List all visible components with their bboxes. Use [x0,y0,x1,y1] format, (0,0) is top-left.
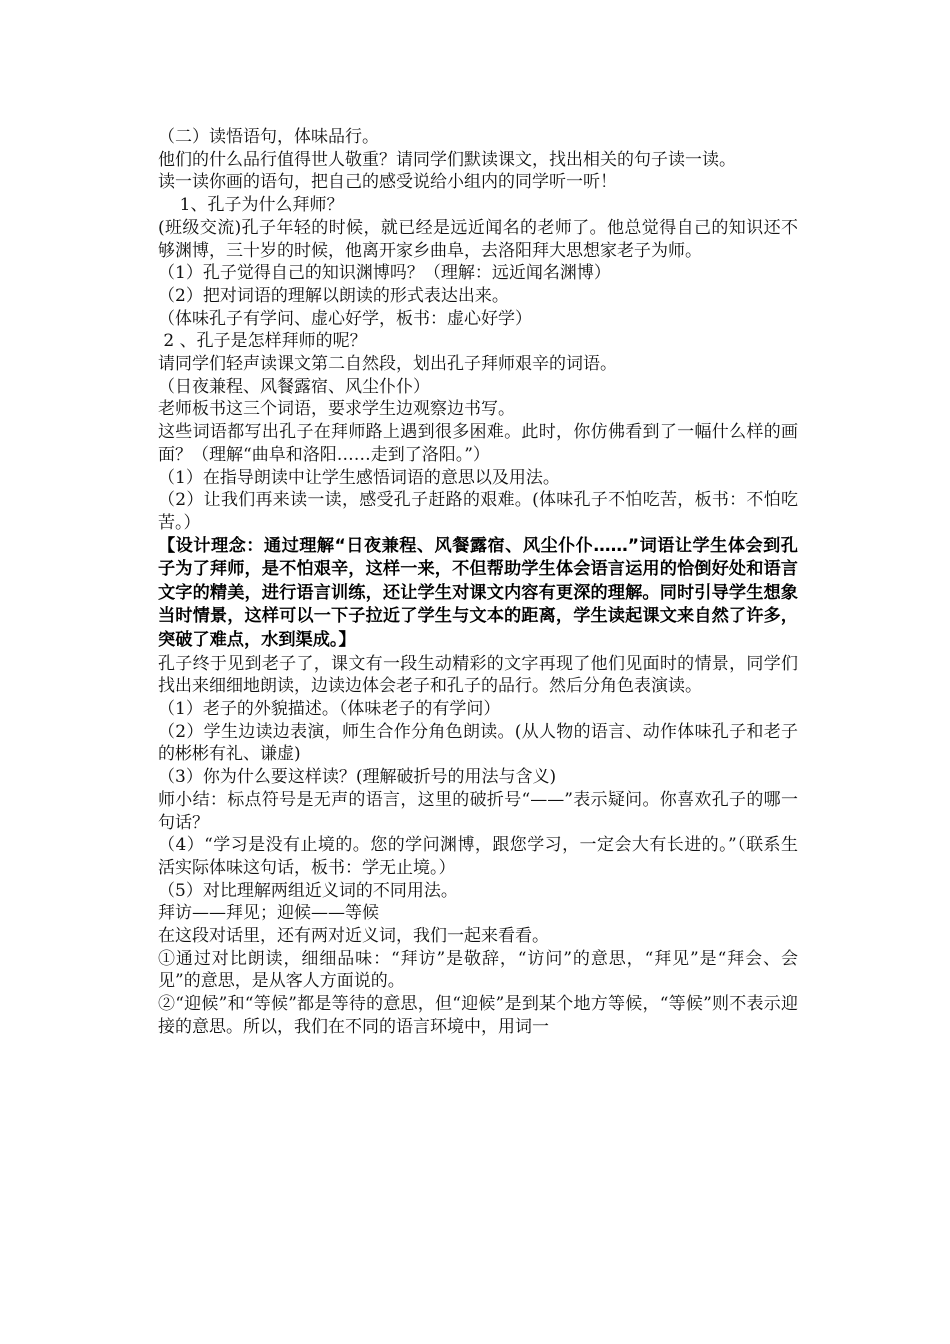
list-item: （2）把对词语的理解以朗读的形式表达出来。 [158,285,509,306]
paragraph: 这些词语都写出孔子在拜师路上遇到很多困难。此时，你仿佛看到了一幅什么样的画面？（理解“曲阜和洛阳……走到了洛阳。”） [158,422,798,465]
paragraph: 他们的什么品行值得世人敬重？请同学们默读课文，找出相关的句子读一读。 [158,149,736,170]
list-item: ②“迎候”和“等候”都是等待的意思，但“迎候”是到某个地方等候，“等候”则不表示迎接的意思。所以，我们在不同的语言环境中，用词一 [158,994,798,1037]
paragraph: （体味孔子有学问、虚心好学，板书：虚心好学） [158,308,532,329]
paragraph: 拜访——拜见；迎候——等候 [158,903,379,924]
list-item: （4）“学习是没有止境的。您的学问渊博，跟您学习，一定会大有长进的。”（联系生活实际体味这句话，板书：学无止境。） [158,835,798,878]
paragraph: 师小结：标点符号是无声的语言，这里的破折号“——”表示疑问。你喜欢孔子的哪一句话？ [158,789,798,833]
list-item: （1）老子的外貌描述。（体味老子的有学问） [158,699,501,720]
paragraph: 孔子终于见到老子了，课文有一段生动精彩的文字再现了他们见面时的情景，同学们找出来细细地朗读，边读边体会老子和孔子的品行。然后分角色表演读。 [158,653,798,697]
paragraph: 请同学们轻声读课文第二自然段，划出孔子拜师艰辛的词语。 [158,354,617,375]
list-item: （1）在指导朗读中让学生感悟词语的意思以及用法。 [158,467,560,488]
list-item: （5）对比理解两组近义词的不同用法。 [158,880,458,901]
paragraph: 在这段对话里，还有两对近义词，我们一起来看看。 [158,926,549,947]
list-item: （2）学生边读边表演，师生合作分角色朗读。(从人物的语言、动作体味孔子和老子的彬彬有礼、谦虚) [158,721,798,765]
sub-heading: 1、孔子为什么拜师？ [158,195,344,216]
paragraph: 读一读你画的语句，把自己的感受说给小组内的同学听一听！ [158,172,617,193]
design-concept-note: 【设计理念：通过理解“日夜兼程、风餐露宿、风尘仆仆……”词语让学生体会到孔子为了拜师，是不怕艰辛，这样一来，不但帮助学生体会语言运用的恰倒好处和语言文字的精美，进行语言训练，还让学生对课文内容有更深的理解。同时引导学生想象当时情景，这样可以一下子拉近了学生与文本的距离，学生读起课文来自然了许多，突破了难点，水到渠成。】 [158,535,798,651]
paragraph: (班级交流)孔子年轻的时候，就已经是远近闻名的老师了。他总觉得自己的知识还不够渊博，三十岁的时候，他离开家乡曲阜，去洛阳拜大思想家老子为师。 [158,217,798,261]
list-item: （3）你为什么要这样读？(理解破折号的用法与含义) [158,767,557,788]
section-heading: （二）读悟语句，体味品行。 [158,127,379,147]
list-item: （1）孔子觉得自己的知识渊博吗？（理解：远近闻名渊博） [158,263,611,284]
paragraph: 老师板书这三个词语，要求学生边观察边书写。 [158,399,515,420]
paragraph: （日夜兼程、风餐露宿、风尘仆仆） [158,376,430,397]
list-item: ①通过对比朗读，细细品味：“拜访”是敬辞，“访问”的意思，“拜见”是“拜会、会见”的意思，是从客人方面说的。 [158,948,798,992]
sub-heading: 2 、孔子是怎样拜师的呢？ [158,331,367,352]
list-item: （2）让我们再来读一读，感受孔子赶路的艰难。(体味孔子不怕吃苦，板书：不怕吃苦。） [158,490,798,533]
document-page [158,126,798,1039]
